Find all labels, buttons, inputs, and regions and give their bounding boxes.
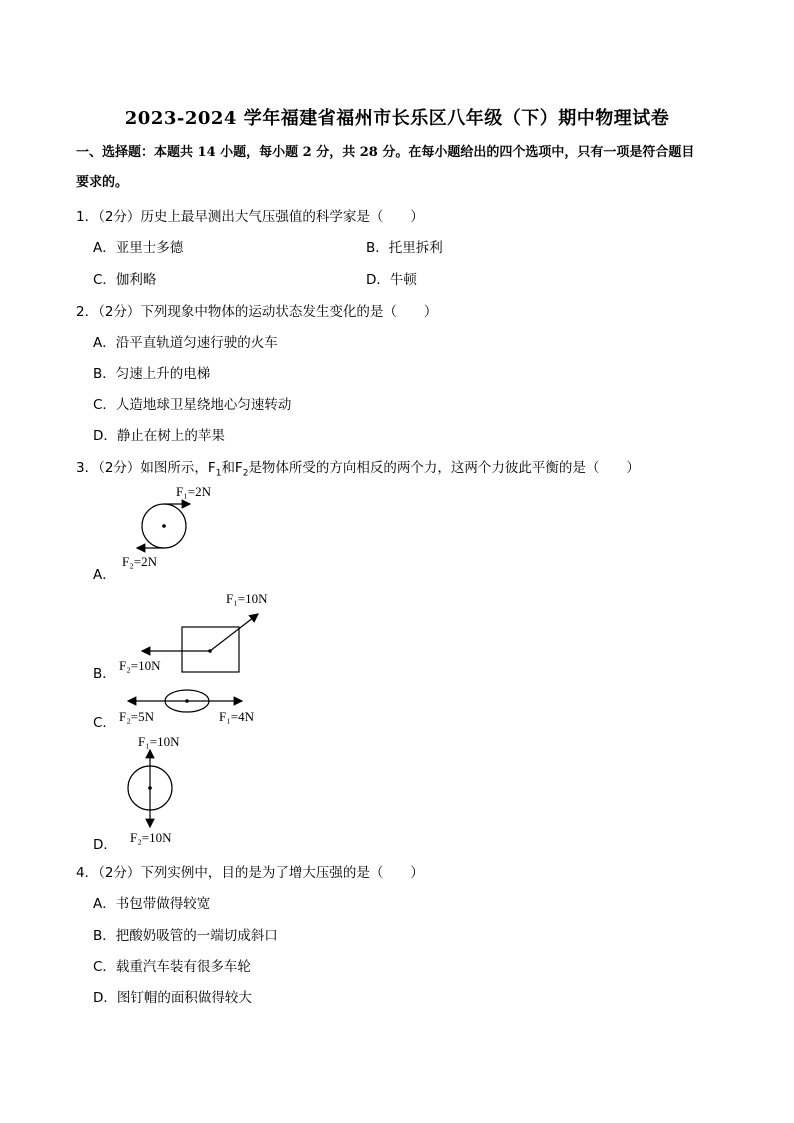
figure-a-f1-label: F₁=2N (176, 484, 211, 499)
question-4-option-c[interactable]: C．载重汽车装有很多车轮 (93, 959, 251, 975)
question-4-option-b[interactable]: B．把酸奶吸管的一端切成斜口 (93, 928, 278, 944)
section-heading-line1: 一、选择题：本题共 14 小题，每小题 2 分，共 28 分。在每小题给出的四个选项中，只有一项是符合题目 (76, 145, 695, 160)
section-heading-line2: 要求的。 (76, 175, 129, 190)
question-1-option-a[interactable]: A．亚里士多德 (93, 240, 184, 256)
question-2-stem: 2．（2分）下列现象中物体的运动状态发生变化的是（ ） (76, 304, 438, 320)
figure-c-diagram (110, 686, 280, 726)
question-2-option-c[interactable]: C．人造地球卫星绕地心匀速转动 (93, 397, 292, 413)
question-1-option-c[interactable]: C．伽利略 (93, 272, 157, 288)
question-4-stem: 4．（2分）下列实例中，目的是为了增大压强的是（ ） (76, 865, 424, 881)
question-3-option-b[interactable]: B． (93, 666, 116, 682)
figure-d-f1-label: F₁=10N (138, 734, 180, 749)
figure-b-f1-label: F₁=10N (226, 591, 268, 606)
question-3-option-d[interactable]: D． (93, 837, 117, 853)
figure-d-diagram (110, 730, 210, 848)
question-3-option-c[interactable]: C． (93, 715, 116, 731)
question-3-option-a[interactable]: A． (93, 567, 116, 583)
question-2-option-b[interactable]: B．匀速上升的电梯 (93, 366, 211, 382)
page-title: 2023-2024 学年福建省福州市长乐区八年级（下）期中物理试卷 (124, 108, 670, 129)
question-2-option-d[interactable]: D．静止在树上的苹果 (93, 428, 225, 444)
figure-a-f2-label: F₂=2N (122, 554, 157, 569)
question-1-option-d[interactable]: D．牛顿 (366, 272, 417, 288)
figure-a-diagram (110, 478, 220, 573)
question-3-stem: 3．（2分）如图所示，$F_1$和$F_2$是物体所受的方向相反的两个力，这两个力彼此平衡的是（ ） (76, 460, 640, 479)
figure-b-diagram (110, 585, 300, 680)
figure-c-f1-label: F₁=4N (219, 709, 254, 724)
figure-b-f2-label: F₂=10N (119, 658, 161, 673)
figure-c-f2-label: F₂=5N (119, 709, 154, 724)
figure-d-f2-label: F₂=10N (130, 830, 172, 845)
question-4-option-d[interactable]: D．图钉帽的面积做得较大 (93, 990, 252, 1006)
question-4-option-a[interactable]: A．书包带做得较宽 (93, 896, 211, 912)
section-heading (76, 138, 726, 198)
question-1-stem: 1．（2分）历史上最早测出大气压强值的科学家是（ ） (76, 209, 424, 225)
figure-a-center-dot (162, 524, 166, 528)
question-1-option-b[interactable]: B．托里拆利 (366, 240, 443, 256)
question-2-option-a[interactable]: A．沿平直轨道匀速行驶的火车 (93, 335, 278, 351)
figure-b-f1-arrow (210, 614, 258, 651)
